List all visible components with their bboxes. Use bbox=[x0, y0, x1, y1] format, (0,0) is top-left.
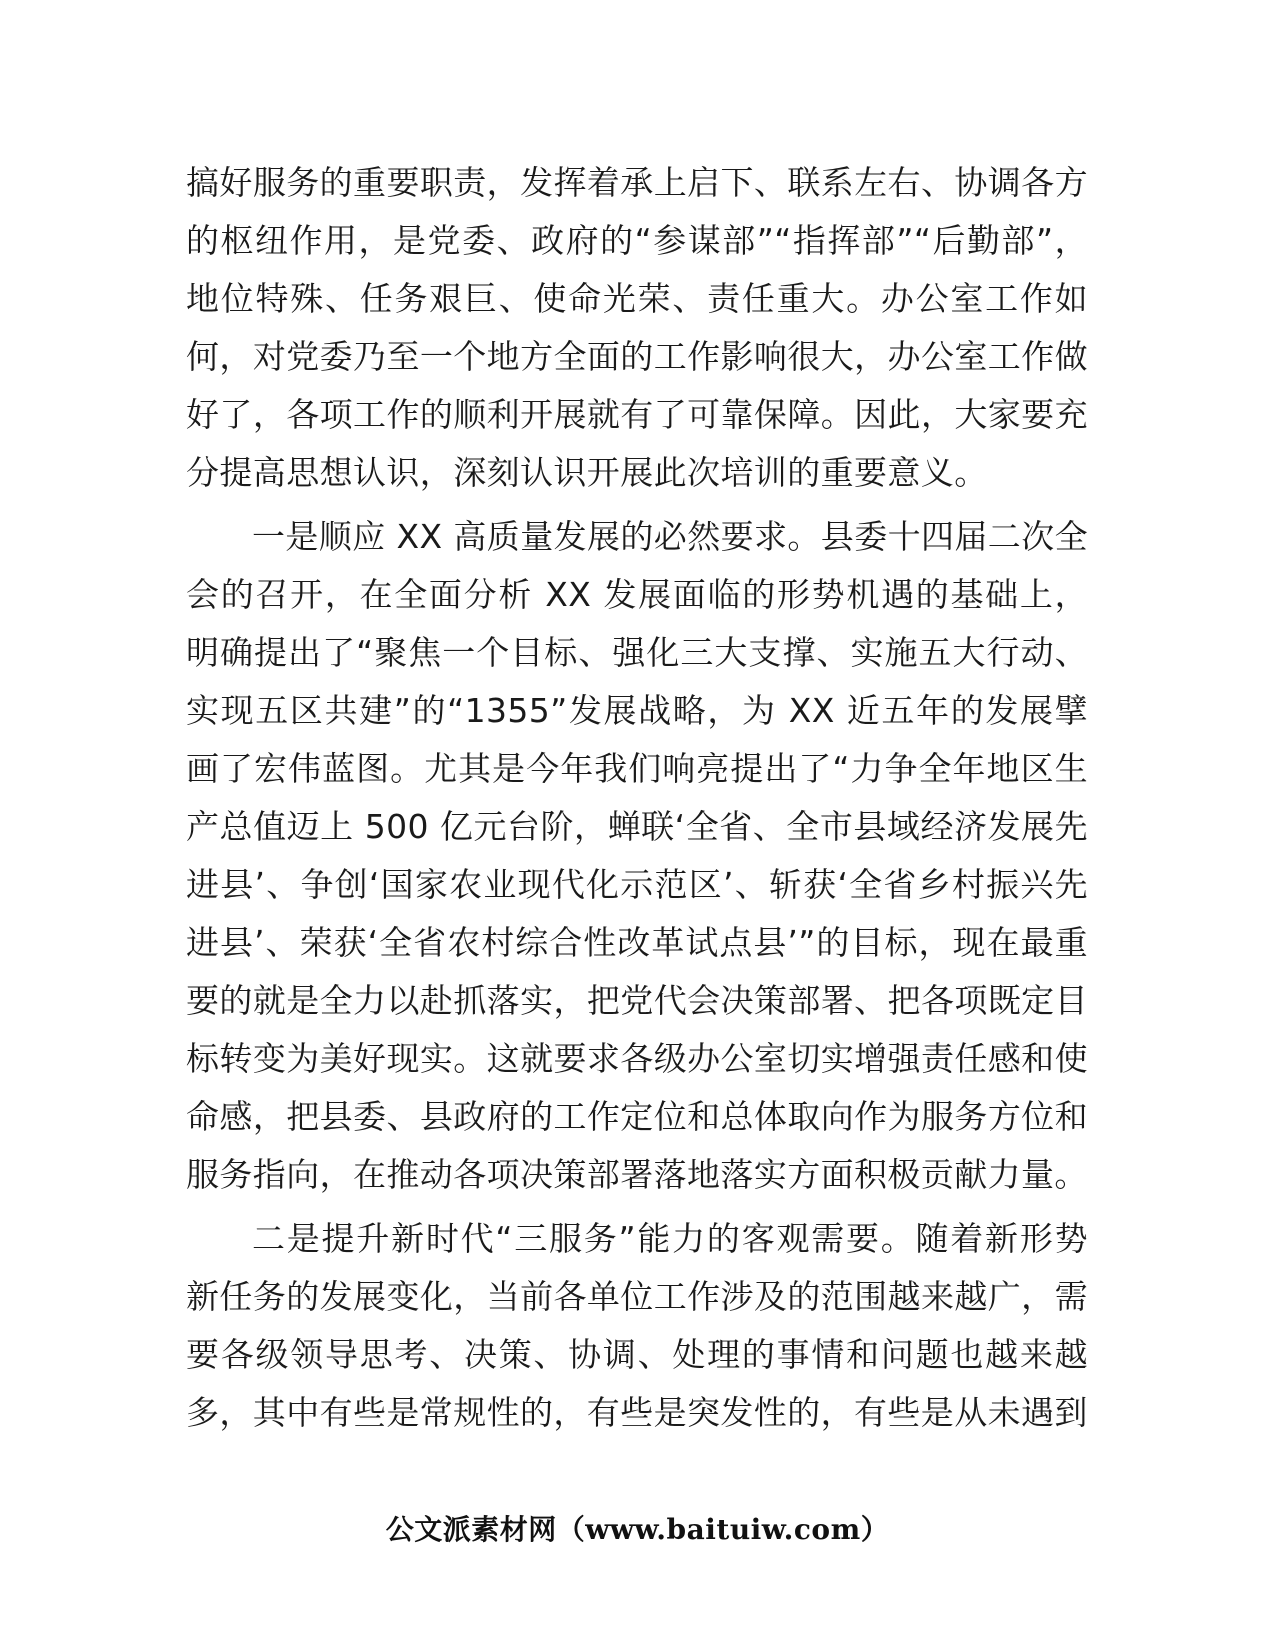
paragraph-point-one: 一是顺应 XX 高质量发展的必然要求。县委十四届二次全会的召开，在全面分析 XX 发展面临的形势机遇的基础上，明确提出了“聚焦一个目标、强化三大支撑、实施五大行动、实现五区共建”的“1355”发展战略，为 XX 近五年的发展擘画了宏伟蓝图。尤其是今年我们响亮提出了“力争全年地区生产总值迈上 500 亿元台阶，蝉联‘全省、全市县域经济发展先进县’、争创‘国家农业现代化示范区’、斩获‘全省乡村振兴先进县’、荣获‘全省农村综合性改革试点县’”的目标，现在最重要的就是全力以赴抓落实，把党代会决策部署、把各项既定目标转变为美好现实。这就要求各级办公室切实增强责任感和使命感，把县委、县政府的工作定位和总体取向作为服务方位和服务指向，在推动各项决策部署落地落实方面积极贡献力量。 bbox=[186, 517, 1088, 1194]
footer-watermark-text: 公文派素材网（www.baituiw.com） bbox=[385, 1513, 890, 1546]
paragraph-continuation: 搞好服务的重要职责，发挥着承上启下、联系左右、协调各方的枢纽作用，是党委、政府的“参谋部”“指挥部”“后勤部”，地位特殊、任务艰巨、使命光荣、责任重大。办公室工作如何，对党委乃至一个地方全面的工作影响很大，办公室工作做好了，各项工作的顺利开展就有了可靠保障。因此，大家要充分提高思想认识，深刻认识开展此次培训的重要意义。 bbox=[186, 163, 1088, 492]
paragraph-point-two: 二是提升新时代“三服务”能力的客观需要。随着新形势新任务的发展变化，当前各单位工作涉及的范围越来越广，需要各级领导思考、决策、协调、处理的事情和问题也越来越多，其中有些是常规性的，有些是突发性的，有些是从未遇到 bbox=[186, 1219, 1088, 1432]
document-body bbox=[186, 154, 1088, 1442]
